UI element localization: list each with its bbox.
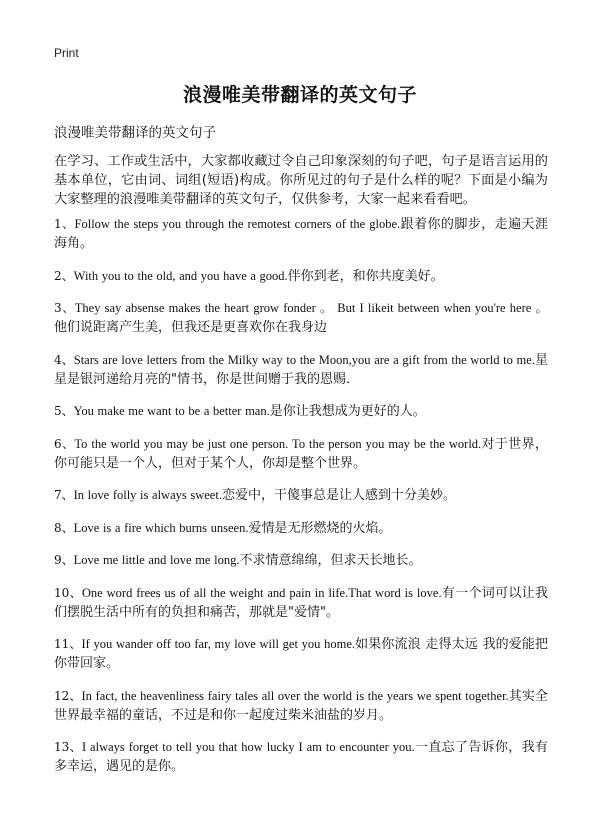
sentence-item (54, 435, 548, 473)
sentence-number: 11、 (54, 637, 82, 651)
sentence-english: To the world you may be just one person. To the person you may be the world. (74, 436, 482, 451)
sentence-item (54, 402, 548, 421)
sentence-chinese: 一直忘了告诉你，我有多幸运，遇见的是你。 (54, 740, 548, 774)
sentence-english: They say absense makes the heart grow fonder 。 But I likeit between when you're here 。 (74, 301, 549, 315)
sentence-chinese: 不求情意绵绵，但求天长地长。 (239, 553, 422, 568)
sentence-chinese: 爱情是无形燃烧的火焰。 (248, 520, 392, 536)
sentence-chinese: 恋爱中，干傻事总是让人感到十分美妙。 (221, 488, 456, 503)
sentence-item (54, 635, 548, 673)
sentence-chinese: 其实全世界最幸福的童话，不过是和你一起度过柴米油盐的岁月。 (54, 688, 548, 723)
sentence-chinese: 对于世界，你可能只是一个人，但对于某个人，你却是整个世界。 (54, 436, 548, 471)
sentence-chinese: 伴你到老，和你共度美好。 (287, 268, 444, 284)
sentence-item (54, 299, 548, 337)
sentence-item (54, 486, 548, 505)
sentence-number: 8、 (54, 520, 74, 535)
sentence-english: With you to the old, and you have a good. (73, 268, 288, 283)
sentence-english: In love folly is always sweet. (73, 488, 222, 502)
sentence-number: 9、 (54, 553, 74, 567)
sentence-number: 13、 (54, 740, 82, 754)
sentence-chinese: 星星是银河递给月亮的"情书，你是世间赠于我的恩赐. (54, 352, 548, 387)
sentence-english: Stars are love letters from the Milky way to the Moon,you are a gift from the world to me. (73, 352, 535, 367)
sentence-number: 4、 (54, 352, 74, 367)
sentence-number: 10、 (54, 585, 82, 600)
page-title: 浪漫唯美带翻译的英文句子 (182, 84, 417, 106)
sentence-chinese: 有一个词可以让我们摆脱生活中所有的负担和痛苦，那就是"爱情"。 (54, 585, 548, 620)
sentence-item (54, 267, 548, 286)
sentence-item (54, 584, 548, 622)
sentence-number: 1、 (54, 217, 75, 231)
sentence-number: 5、 (54, 404, 74, 418)
sentence-chinese: 如果你流浪 走得太远 我的爱能把你带回家。 (54, 637, 548, 671)
sentence-english: In fact, the heavenliness fairy tales all over the world is the years we spent together. (81, 688, 509, 703)
sentence-item (54, 551, 548, 570)
sentence-english: One word frees us of all the weight and pain in life.That word is love. (81, 585, 442, 600)
sentence-item (54, 687, 548, 725)
sentence-item (54, 738, 548, 776)
sentence-english: Love is a fire which burns unseen. (73, 520, 249, 535)
sentence-english: Love me little and love me long. (73, 553, 240, 567)
sentence-english: You make me want to be a better man. (73, 404, 270, 418)
sentence-number: 7、 (54, 488, 74, 502)
sentence-item (54, 215, 548, 253)
print-label[interactable]: Print (54, 46, 79, 60)
sentence-item (54, 519, 548, 538)
sentence-chinese: 他们说距离产生美，但我还是更喜欢你在我身边 (54, 320, 328, 335)
sentence-english: If you wander off too far, my love will get you home. (81, 637, 356, 651)
sentence-item (54, 351, 548, 389)
sentence-chinese: 是你让我想成为更好的人。 (269, 404, 426, 419)
sentence-english: Follow the steps you through the remotest corners of the globe. (74, 217, 401, 231)
sentence-number: 6、 (54, 436, 75, 451)
sentence-chinese: 跟着你的脚步，走遍天涯海角。 (54, 217, 548, 251)
sentence-number: 3、 (54, 301, 75, 315)
intro-paragraph: 在学习、工作或生活中，大家都收藏过令自己印象深刻的句子吧，句子是语言运用的基本单位，它由词、词组(短语)构成。你所见过的句子是什么样的呢？下面是小编为大家整理的浪漫唯美带翻译的英文句子，仅供参考，大家一起来看看吧。 (54, 154, 548, 207)
sentence-number: 2、 (54, 268, 74, 283)
page-subtitle: 浪漫唯美带翻译的英文句子 (54, 125, 216, 141)
sentence-list (54, 215, 548, 790)
sentence-number: 12、 (54, 688, 82, 703)
sentence-english: I always forget to tell you that how lucky I am to encounter you. (81, 740, 415, 754)
